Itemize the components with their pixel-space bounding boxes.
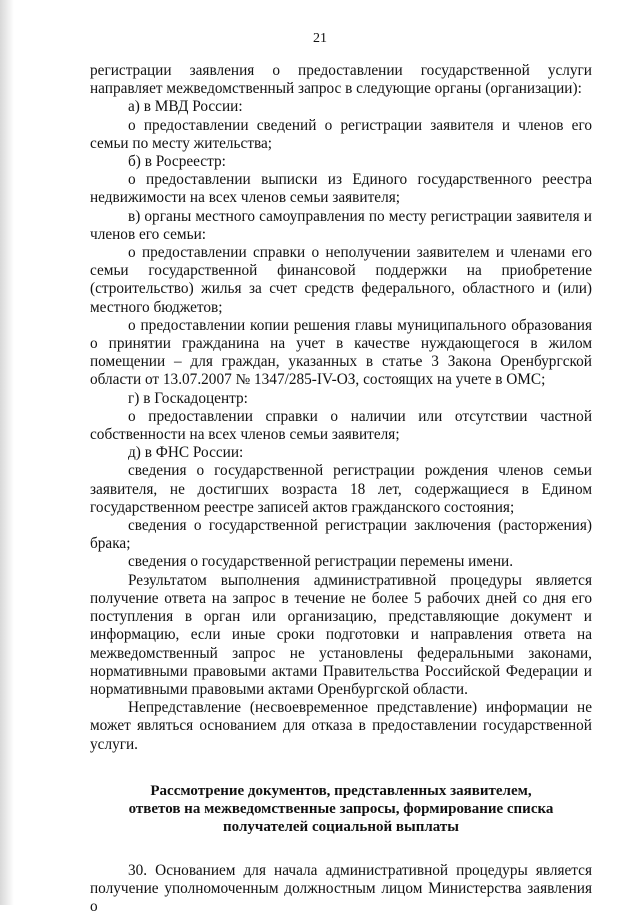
section-heading (90, 782, 592, 836)
paragraph: 30. Основанием для начала административной процедуры является получение уполномоченным должностным лицом Министерства заявления о (90, 861, 592, 916)
paragraph: сведения о государственной регистрации рождения членов семьи заявителя, не достигших возраста 18 лет, содержащиеся в Едином государственном реестре записей актов гражданского состояния; (90, 462, 592, 516)
heading-line: ответов на межведомственные запросы, формирование списка (128, 800, 554, 817)
paragraph: о предоставлении сведений о регистрации заявителя и членов его семьи по месту жительства; (90, 116, 592, 152)
paragraph: Результатом выполнения административной процедуры является получение ответа на запрос в течение не более 5 рабочих дней со дня его поступления в орган или организацию, представляющие документ и информацию, если иные сроки подготовки и направления ответа на межведомственный запрос не установлены федеральными законами, нормативными правовыми актами Правительства Российской Федерации и нормативными правовыми актами Оренбургской области. (90, 571, 592, 698)
paragraph: а) в МВД России: (128, 98, 243, 116)
paragraph: о предоставлении справки о неполучении заявителем и членами его семьи государственной финансовой поддержки на приобретение (строительство) жилья за счет средств федерального, областного и (или) местного бюджетов; (90, 244, 592, 316)
paragraph: регистрации заявления о предоставлении государственной услуги направляет межведомственный запрос в следующие органы (организации): (90, 62, 592, 98)
paragraph: б) в Росреестр: (128, 153, 226, 171)
paragraph: в) органы местного самоуправления по месту регистрации заявителя и членов его семьи: (90, 207, 592, 243)
scan-edge (0, 0, 14, 905)
document-body (90, 62, 592, 916)
paragraph: сведения о государственной регистрации перемены имени. (128, 553, 514, 571)
heading-line: получателей социальной выплаты (223, 818, 459, 835)
spacer (90, 836, 592, 862)
spacer (90, 754, 592, 782)
page-number: 21 (313, 31, 327, 46)
paragraph: о предоставлении выписки из Единого государственного реестра недвижимости на всех членов семьи заявителя; (90, 171, 592, 207)
paragraph: о предоставлении копии решения главы муниципального образования о принятии гражданина на учет в качестве нуждающегося в жилом помещении – для граждан, указанных в статье 3 Закона Оренбургской области от 13.07.2007 № 1347/285-IV-ОЗ, состоящих на учете в ОМС; (90, 316, 592, 389)
paragraph: д) в ФНС России: (128, 444, 244, 462)
paragraph: Непредставление (несвоевременное представление) информации не может являться основанием для отказа в предоставлении государственной услуги. (90, 699, 592, 753)
paragraph: г) в Госкадоцентр: (128, 389, 248, 407)
paragraph: сведения о государственной регистрации заключения (расторжения) брака; (90, 517, 592, 553)
heading-line: Рассмотрение документов, представленных заявителем, (150, 782, 532, 799)
paragraph: о предоставлении справки о наличии или отсутствии частной собственности на всех членов семьи заявителя; (90, 407, 592, 444)
